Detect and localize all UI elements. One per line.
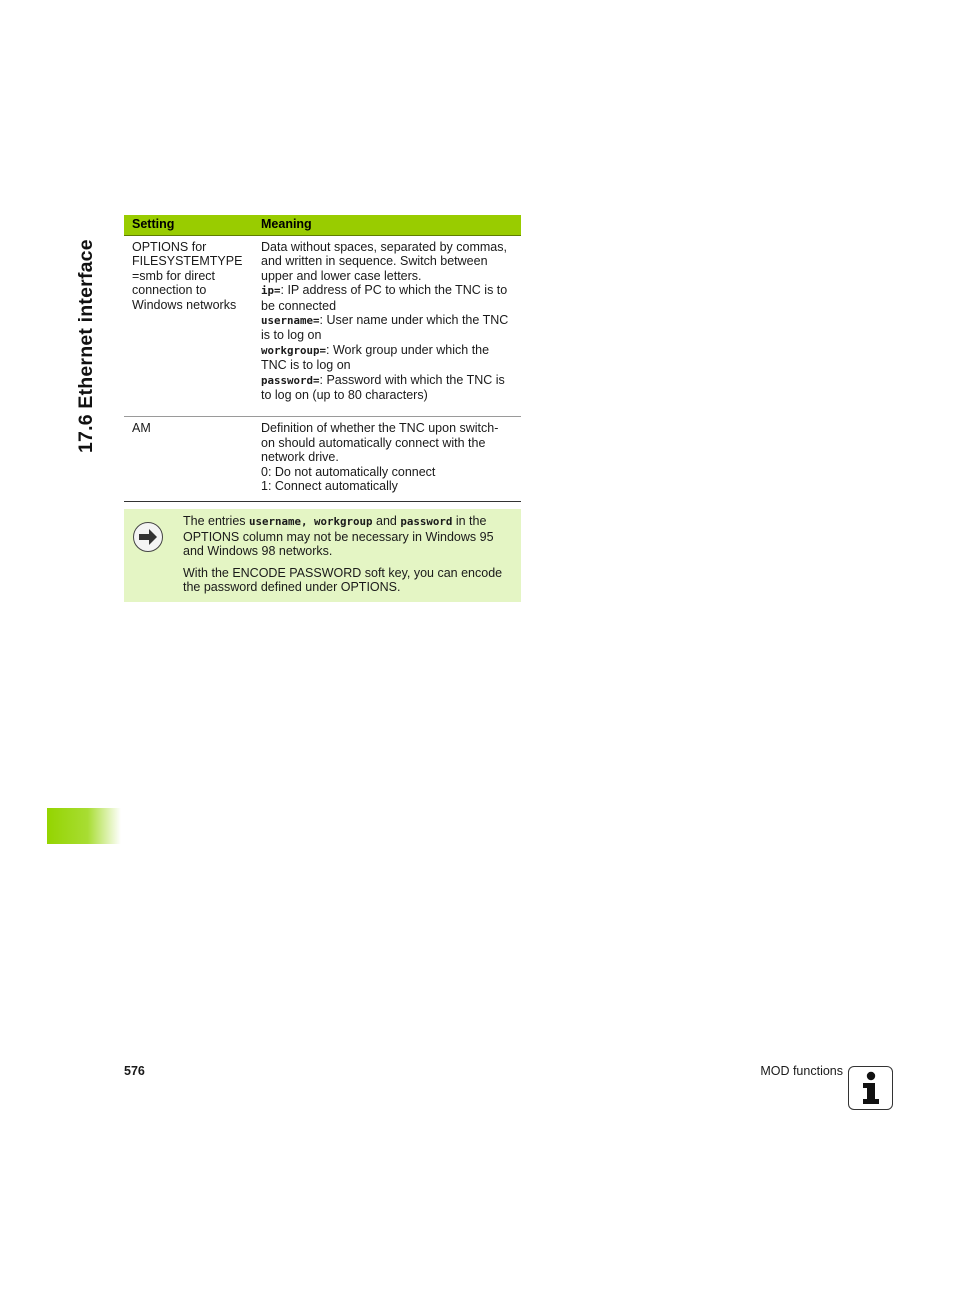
param-password: password= <box>261 373 320 387</box>
info-icon <box>848 1066 893 1110</box>
table-row <box>124 236 521 417</box>
param-username: username= <box>261 314 320 328</box>
meaning-cell: Definition of whether the TNC upon switch- on should automatically connect with the network drive. 0: Do not automatically connect 1: Connect automatically <box>253 417 521 501</box>
arrow-right-icon <box>133 522 163 552</box>
note-box <box>124 509 521 602</box>
param-workgroup: workgroup= <box>261 343 327 357</box>
header-meaning: Meaning <box>253 215 521 236</box>
param-ip: ip= <box>261 284 281 298</box>
code-password: password <box>400 515 453 528</box>
setting-cell: OPTIONS for FILESYSTEMTYPE =smb for direct connection to Windows networks <box>124 236 253 417</box>
settings-table <box>124 215 521 502</box>
setting-cell: AM <box>124 417 253 501</box>
chapter-tab-marker <box>47 808 121 844</box>
table-row <box>124 417 521 501</box>
note-paragraph: With the ENCODE PASSWORD soft key, you can encode the password defined under OPTIONS. <box>183 565 503 595</box>
chapter-name: MOD functions <box>760 1064 843 1078</box>
section-title: 17.6 Ethernet interface <box>75 239 97 453</box>
note-text <box>183 514 513 602</box>
note-paragraph: The entries username, workgroup and password in the OPTIONS column may not be necessary in Windows 95 and Windows 98 networks. <box>183 514 494 559</box>
table-header-row <box>124 215 521 236</box>
header-setting: Setting <box>124 215 253 236</box>
page-number: 576 <box>124 1064 145 1078</box>
meaning-cell: Data without spaces, separated by commas, and written in sequence. Switch between upper and lower case letters. ip=: IP address of PC to which the TNC is to be connected username=: User name under which the TNC is to log on workgroup=: Work group under which the TNC is to log on password=: Password with which the TNC is to log on (up to 80 characters) <box>253 236 521 417</box>
code-username-workgroup: username, workgroup <box>249 515 373 528</box>
